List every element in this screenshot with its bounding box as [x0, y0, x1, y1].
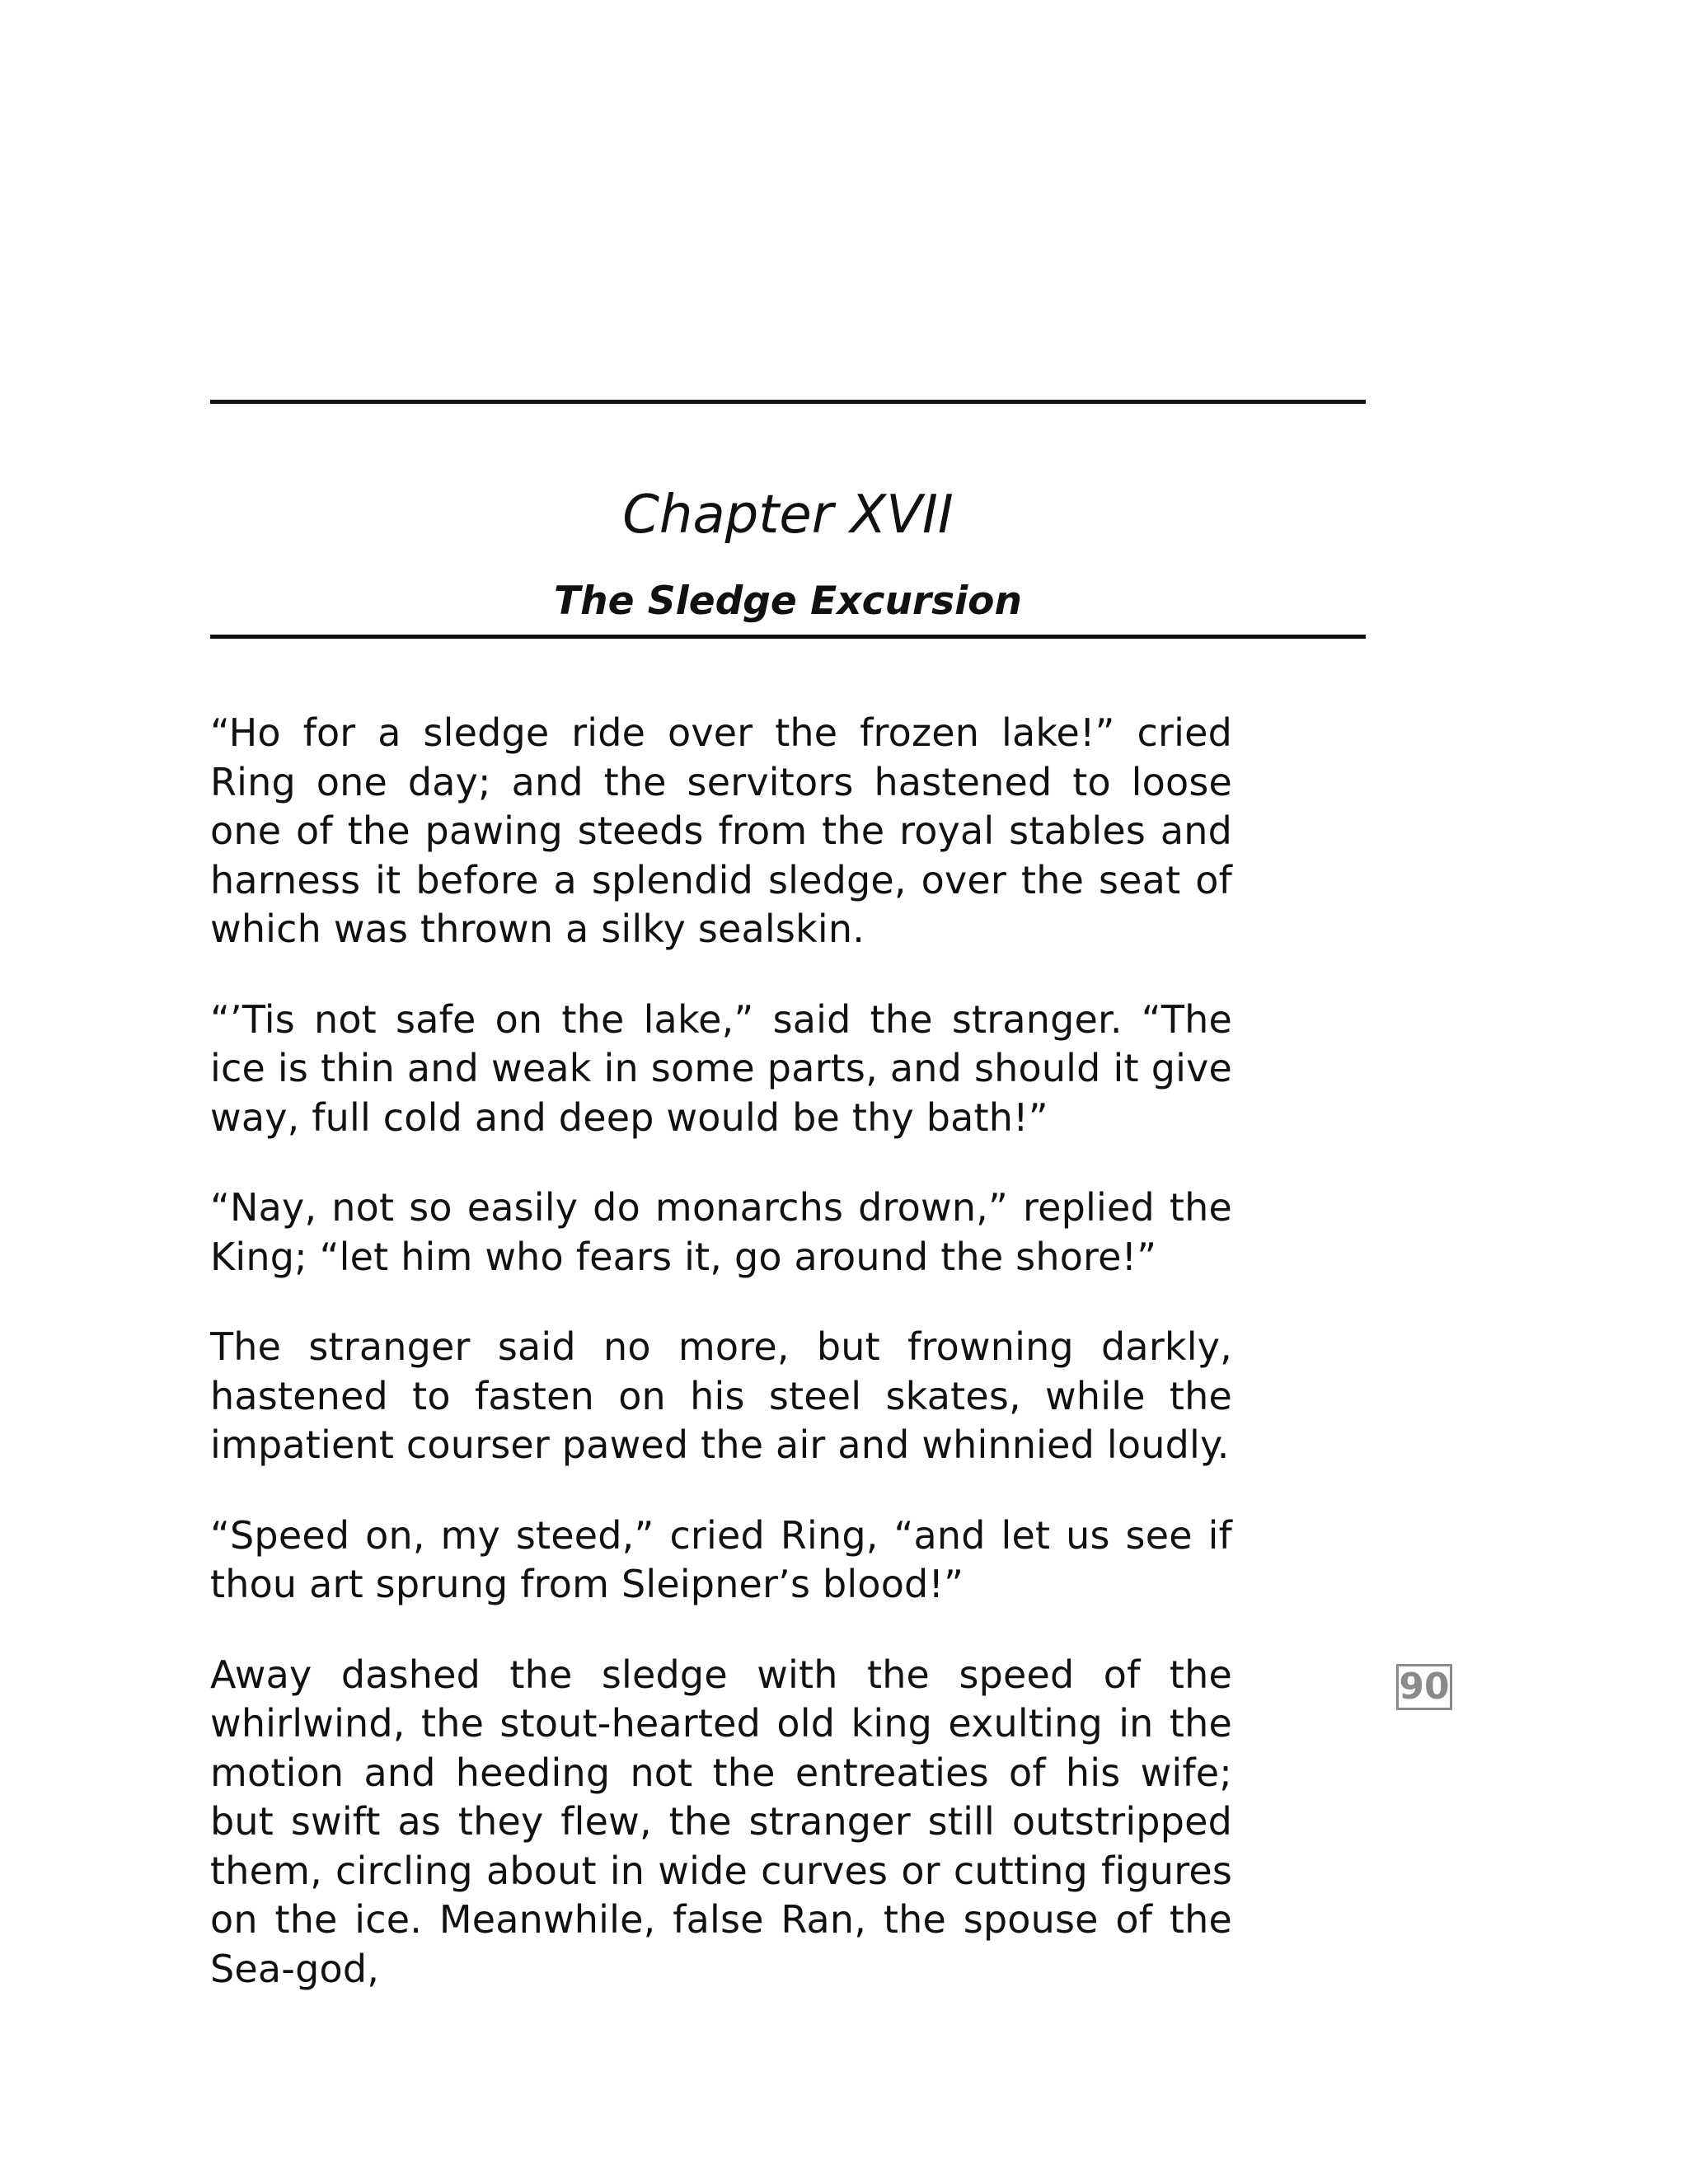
paragraph: “Speed on, my steed,” cried Ring, “and let us see if thou art sprung from Sleipner’s blood!”	[210, 1512, 1232, 1606]
paragraph: “Nay, not so easily do monarchs drown,” replied the King; “let him who fears it, go around the shore!”	[210, 1185, 1232, 1279]
chapter-title: Chapter XVII	[622, 485, 954, 546]
top-rule	[210, 400, 1366, 404]
heading-rule	[210, 635, 1366, 639]
body-text	[210, 709, 1232, 2035]
page-number: 90	[1396, 1664, 1452, 1710]
paragraph: “’Tis not safe on the lake,” said the stranger. “The ice is thin and weak in some parts, and should it give way, full cold and deep would be thy bath!”	[210, 996, 1232, 1140]
paragraph: “Ho for a sledge ride over the frozen lake!” cried Ring one day; and the servitors hastened to loose one of the pawing steeds from the royal stables and harness it before a splendid sledge, over the seat of which was thrown a silky sealskin.	[210, 710, 1232, 951]
paragraph: Away dashed the sledge with the speed of the whirlwind, the stout-hearted old king exulting in the motion and heeding not the entreaties of his wife; but swift as they flew, the stranger still outstripped them, circling about in wide curves or cutting figures on the ice. Meanwhile, false Ran, the spouse of the Sea-god,	[210, 1652, 1232, 1991]
paragraph: The stranger said no more, but frowning darkly, hastened to fasten on his steel skates, while the impatient courser pawed the air and whinnied loudly.	[210, 1324, 1232, 1467]
chapter-subtitle: The Sledge Excursion	[554, 579, 1022, 624]
